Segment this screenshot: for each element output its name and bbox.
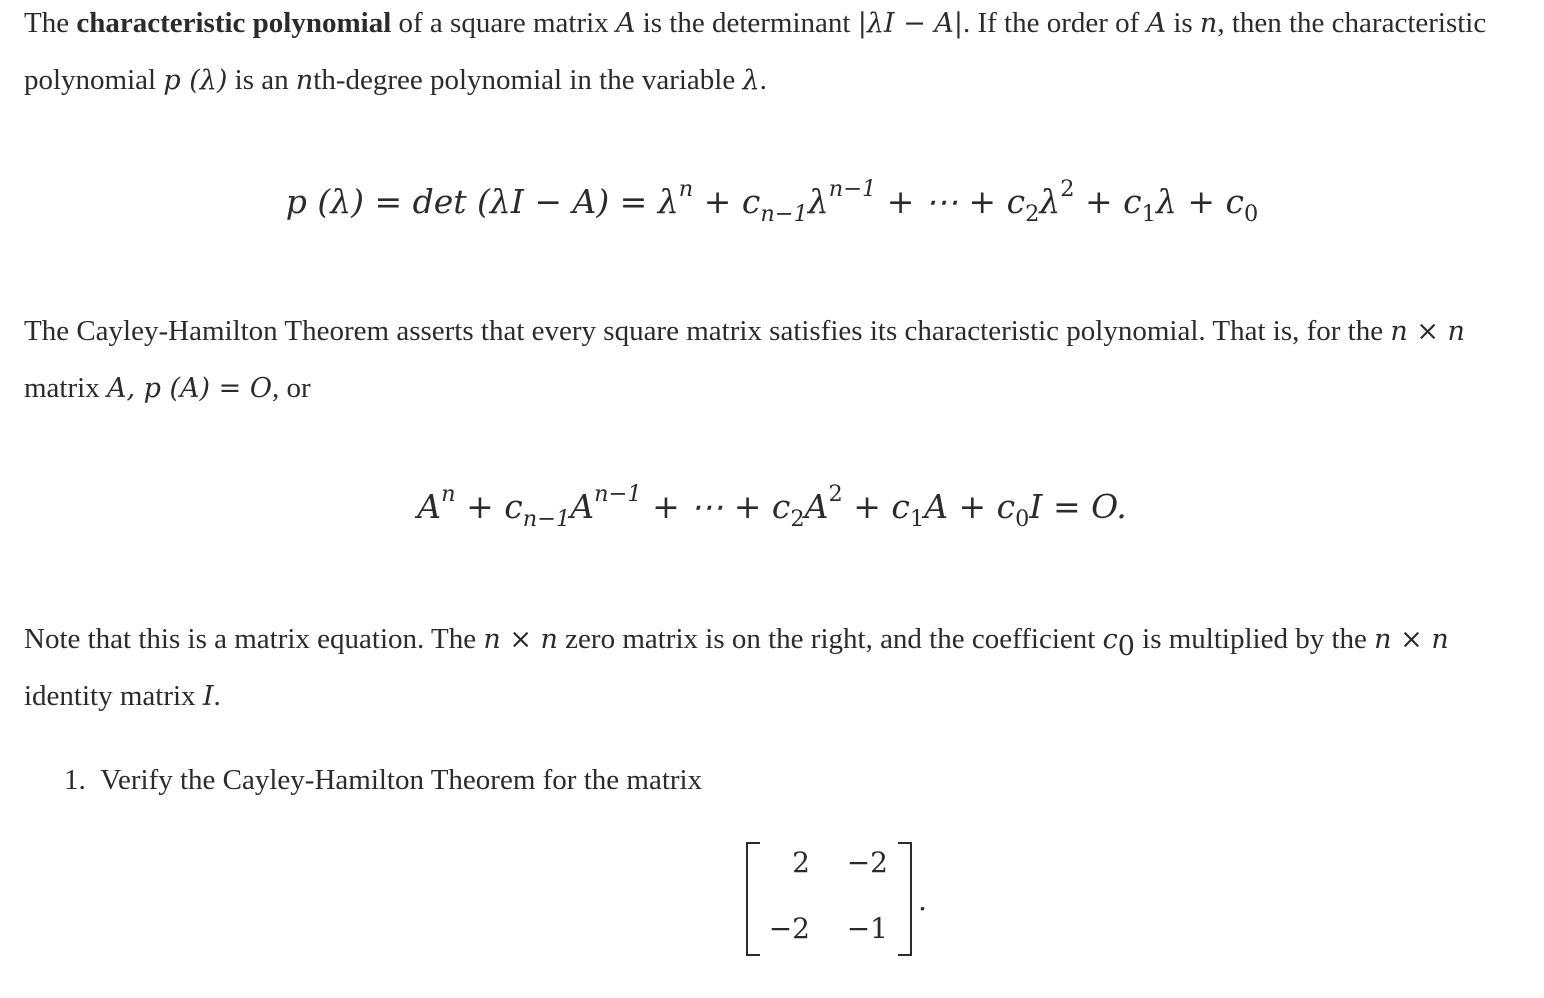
eq2-sub: 0 [1015,505,1030,532]
eq2-sup: 2 [828,481,843,508]
math-p-lambda: p (λ) [163,65,228,96]
math-var: n [1199,8,1218,39]
matrix-cell: −2 [768,912,810,945]
math-var: A [615,8,636,39]
eq2-part: I = O. [1029,487,1127,526]
matrix-cell: −2 [846,846,888,879]
intro-text: . If the order of [962,7,1147,39]
eq2-sub: 2 [790,505,805,532]
note-text: Note that this is a matrix equation. The [24,623,484,655]
math-n-by-n: n × n [1390,316,1465,347]
theorem-text: matrix [24,372,107,404]
eq2-part: A + c [924,487,1016,526]
matrix-right-bracket [898,842,912,956]
eq2-sup: n [441,481,456,508]
eq2-sub: 1 [909,505,925,532]
intro-text: , then the characteristic polynomial [24,7,1487,96]
eq2-sub: n−1 [522,505,571,532]
matrix-cell: 2 [792,846,810,879]
note-text: identity matrix [24,680,203,712]
math-var: λ [742,65,760,96]
matrix-trailing-period: . [918,884,927,917]
math-var: n [295,65,314,96]
eq1-part: λ + c [1155,182,1244,221]
eq1-sub: 2 [1025,200,1040,227]
eq1-sub: 1 [1141,200,1156,227]
equation-characteristic-polynomial [0,176,1544,227]
eq2-part: A [417,487,442,526]
eq1-part: + ⋯ + c [876,182,1026,221]
eq1-sup: 2 [1060,176,1075,203]
eq2-sup: n−1 [594,481,642,508]
eq2-part: A [570,487,595,526]
math-n-by-n: n × n [483,624,558,655]
matrix [746,842,936,954]
intro-text: th-degree polynomial in the variable [313,64,743,96]
math-c0-sub: 0 [1117,630,1135,662]
theorem-text: The Cayley-Hamilton Theorem asserts that every square matrix satisfies its characteristic polynomial. That is, for the [24,315,1391,347]
exercise-number: 1. [64,764,86,796]
eq1-sup: n−1 [828,176,877,203]
eq2-part: + ⋯ + c [641,487,791,526]
intro-text: . [759,64,767,96]
eq1-part: λ [1039,182,1061,221]
eq1-part: p (λ) = det (λI − A) = λ [285,182,679,221]
eq2-part: + c [842,487,910,526]
intro-text: is an [227,64,296,96]
theorem-text: , or [271,372,311,404]
intro-text: of a square matrix [391,7,616,39]
intro-text: is the determinant [635,7,858,39]
note-paragraph [24,611,1529,725]
note-text: is multiplied by the [1134,623,1375,655]
theorem-paragraph [24,303,1529,417]
math-c0: c [1102,624,1118,655]
intro-paragraph [24,0,1529,109]
intro-text: The [24,7,77,39]
eq1-sub: 0 [1243,200,1259,227]
eq1-part: + c [1074,182,1142,221]
math-identity: I [202,681,214,712]
note-text: . [213,680,221,712]
eq2-part: + c [455,487,523,526]
exercise-item [64,752,702,809]
eq1-sub: n−1 [760,200,808,227]
term-characteristic-polynomial: characteristic polynomial [76,7,392,39]
eq1-part: + c [693,182,761,221]
eq1-sup: n [678,176,694,203]
math-n-by-n: n × n [1374,624,1449,655]
math-p-of-a: A, p (A) = O [106,373,272,404]
matrix-cell: −1 [846,912,888,945]
exercise-text: Verify the Cayley-Hamilton Theorem for the matrix [100,764,703,796]
math-determinant: |λI − A| [857,8,963,39]
intro-text: is [1166,7,1200,39]
note-text: zero matrix is on the right, and the coefficient [557,623,1103,655]
eq2-part: A [804,487,829,526]
math-var: A [1146,8,1167,39]
equation-cayley-hamilton [0,481,1544,532]
eq1-part: λ [807,182,829,221]
